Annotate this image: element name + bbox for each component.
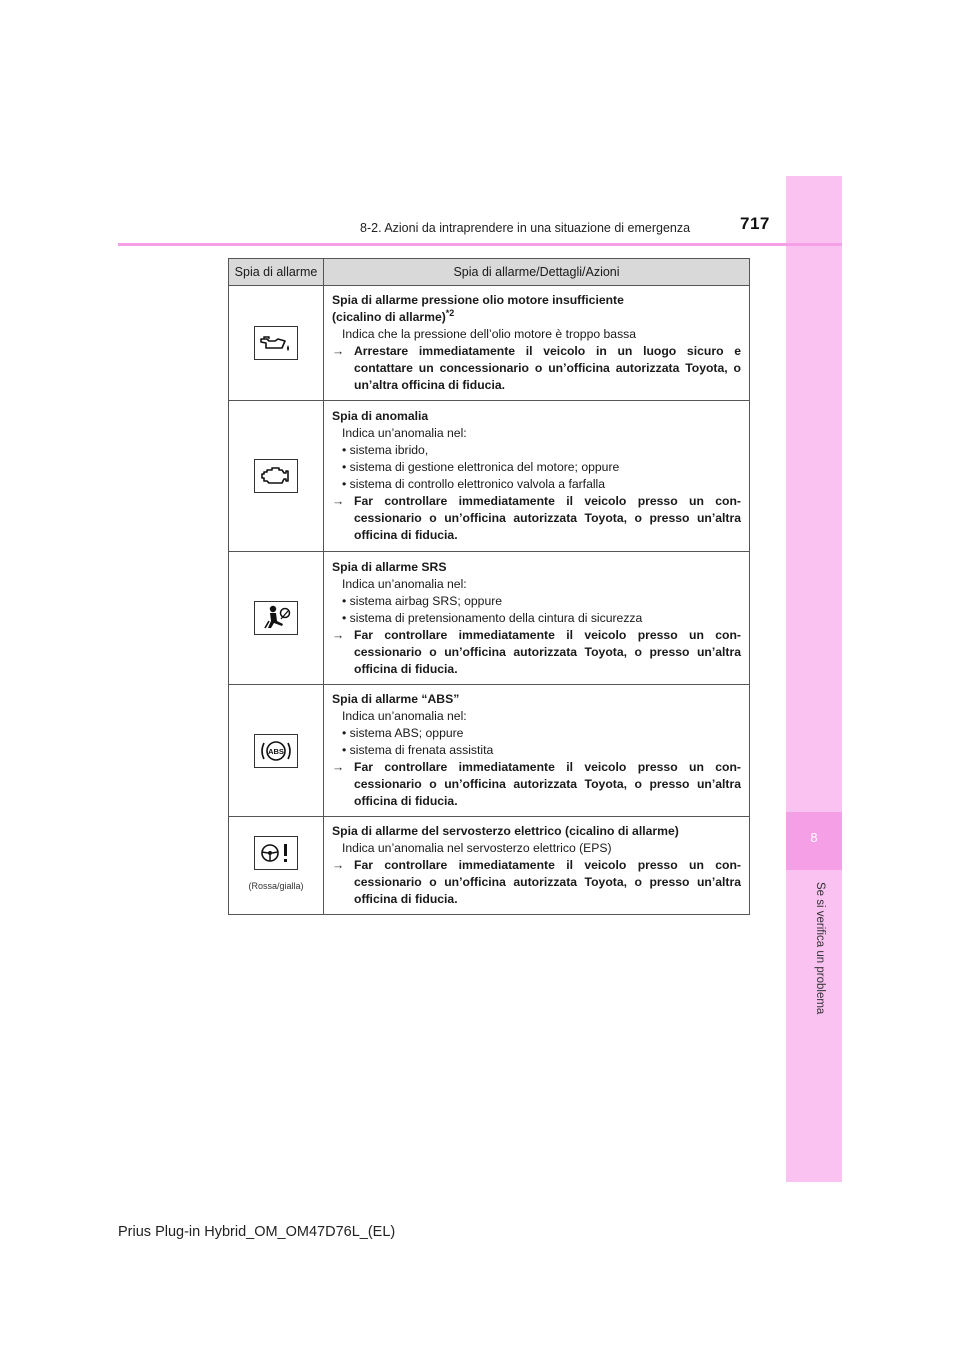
arrow-icon: → [332,344,345,358]
table-row [229,685,750,817]
light-description: Indica che la pressione dell’olio motore è troppo bassa [342,327,637,341]
table-row [229,286,750,401]
arrow-icon: → [332,760,345,774]
details-cell [324,552,750,685]
arrow-icon: → [332,627,345,642]
list-item: • sistema ibrido, [342,443,429,457]
icon-cell [229,685,324,817]
light-action: → Far controllare immediatamente il veicolo presso un con-cessionario o un’officina autorizzata Toyota, o presso un’altra officina di fiducia. [332,494,741,542]
arrow-icon: → [332,858,345,872]
footnote-mark: *2 [445,307,455,318]
details-cell [324,286,750,401]
section-title: 8-2. Azioni da intraprendere in una situazione di emergenza [360,221,691,235]
page-number: 717 [740,214,770,233]
oil-pressure-icon [254,326,298,360]
light-description: Indica un’anomalia nel: [342,576,467,591]
list-item: • sistema di controllo elettronico valvola a farfalla [342,477,606,491]
chapter-number: 8 [810,830,818,845]
light-action: → Far controllare immediatamente il veicolo presso un con-cessionario o un’officina autorizzata Toyota, o presso un’altra officina di fiducia. [332,858,741,906]
light-description: Indica un’anomalia nel servosterzo elettrico (EPS) [342,841,612,855]
chapter-title: Se si verifica un problema [814,882,826,1015]
icon-cell [229,817,324,915]
chapter-side-tab [786,176,842,1182]
col-header-light: Spia di allarme [229,259,324,286]
light-title: Spia di allarme del servosterzo elettrico (cicalino di allarme) [332,824,679,838]
check-engine-icon [254,459,298,493]
table-row [229,401,750,552]
warning-lights-table [228,258,750,915]
abs-icon-text: ABS [268,746,284,756]
details-cell [324,401,750,552]
col-header-details: Spia di allarme/Dettagli/Azioni [324,259,750,286]
light-title-2: (cicalino di allarme)$^{*2}$ [332,307,455,324]
list-item: • sistema di gestione elettronica del motore; oppure [342,460,620,474]
light-title: Spia di allarme SRS [332,559,447,574]
light-action: → Arrestare immediatamente il veicolo in un luogo sicuro e contattare un concessionario o un’officina autorizzata Toyota, o un’altra officina di fiducia. [332,344,741,392]
light-title: Spia di allarme pressione olio motore insufficiente [332,293,624,307]
light-action: → Far controllare immediatamente il veicolo presso un con-cessionario o un’officina autorizzata Toyota, o presso un’altra officina di fiducia. [332,760,741,808]
table-row [229,552,750,685]
list-item: • sistema di pretensionamento della cintura di sicurezza [342,610,643,625]
icon-cell [229,401,324,552]
srs-airbag-icon [254,601,298,635]
table-header-row [229,259,750,286]
details-cell [324,685,750,817]
list-item: • sistema airbag SRS; oppure [342,593,503,608]
details-cell [324,817,750,915]
table-row [229,817,750,915]
icon-color-note: (Rossa/gialla) [248,881,304,891]
light-description: Indica un’anomalia nel: [342,709,467,723]
eps-steering-icon [254,836,298,870]
header-rule [118,243,842,246]
light-description: Indica un’anomalia nel: [342,426,467,440]
list-item: • sistema di frenata assistita [342,743,494,757]
icon-cell [229,286,324,401]
abs-icon [254,734,298,768]
light-title: Spia di anomalia [332,409,429,423]
arrow-icon: → [332,494,345,508]
icon-cell [229,552,324,685]
list-item: • sistema ABS; oppure [342,726,464,740]
light-action: → Far controllare immediatamente il veicolo presso un con-cessionario o un’officina autorizzata Toyota, o presso un’altra officina di fiducia. [332,627,741,676]
chapter-number-block [786,812,842,870]
footer-doc-id: Prius Plug-in Hybrid_OM_OM47D76L_(EL) [118,1224,396,1240]
light-title: Spia di allarme “ABS” [332,692,460,706]
